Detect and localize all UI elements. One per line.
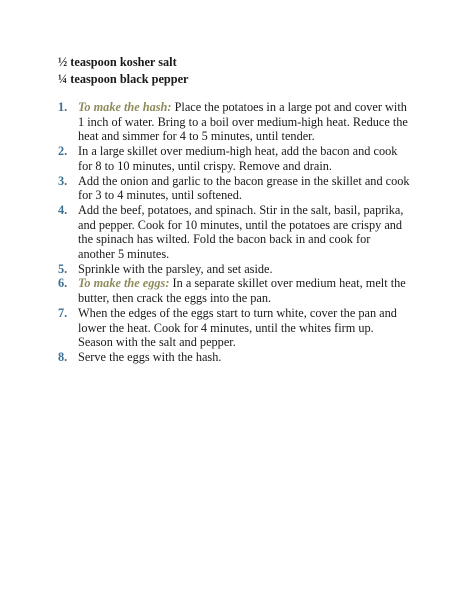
step-text: In a large skillet over medium-high heat, add the bacon and cook for 8 to 10 minutes, until crispy. Remove and drain. [78,144,398,173]
step-item [58,306,410,350]
ingredient-item: ½ teaspoon kosher salt [58,55,177,69]
step-subheading: To make the hash: [78,100,172,114]
instruction-steps [58,100,410,365]
step-text: Sprinkle with the parsley, and set aside. [78,261,273,276]
step-number: 3. [58,173,68,188]
step-item [58,350,410,365]
step-text: When the edges of the eggs start to turn white, cover the pan and lower the heat. Cook for 4 minutes, until the whites firm up. Season with the salt and pepper. [78,305,397,350]
ingredient-list [58,54,189,88]
step-text: Serve the eggs with the hash. [78,349,222,364]
step-number: 5. [58,261,68,276]
step-number: 2. [58,144,68,159]
step-item [58,262,410,277]
step-item [58,203,410,262]
step-text: In a separate skillet over medium heat, melt the butter, then crack the eggs into the pan. [78,276,406,306]
step-item [58,144,410,173]
step-item [58,276,410,305]
step-number: 4. [58,202,68,217]
step-subheading: To make the eggs: [78,276,170,291]
step-number: 1. [58,100,68,114]
step-number: 7. [58,305,68,320]
ingredient-item: ¼ teaspoon black pepper [58,72,189,86]
step-text: Place the potatoes in a large pot and cover with 1 inch of water. Bring to a boil over medium-high heat. Reduce the heat and simmer for 4 to 5 minutes, until tender. [78,100,408,144]
step-item [58,100,410,144]
step-number: 6. [58,276,68,291]
step-text: Add the beef, potatoes, and spinach. Stir in the salt, basil, paprika, and pepper. Cook for 10 minutes, until the potatoes are crispy and the spinach has wilted. Fold the bacon back in and cook for another 5 minutes. [78,202,404,262]
step-number: 8. [58,349,68,364]
step-text: Add the onion and garlic to the bacon grease in the skillet and cook for 3 to 4 minutes, until softened. [78,173,410,203]
step-item [58,174,410,203]
